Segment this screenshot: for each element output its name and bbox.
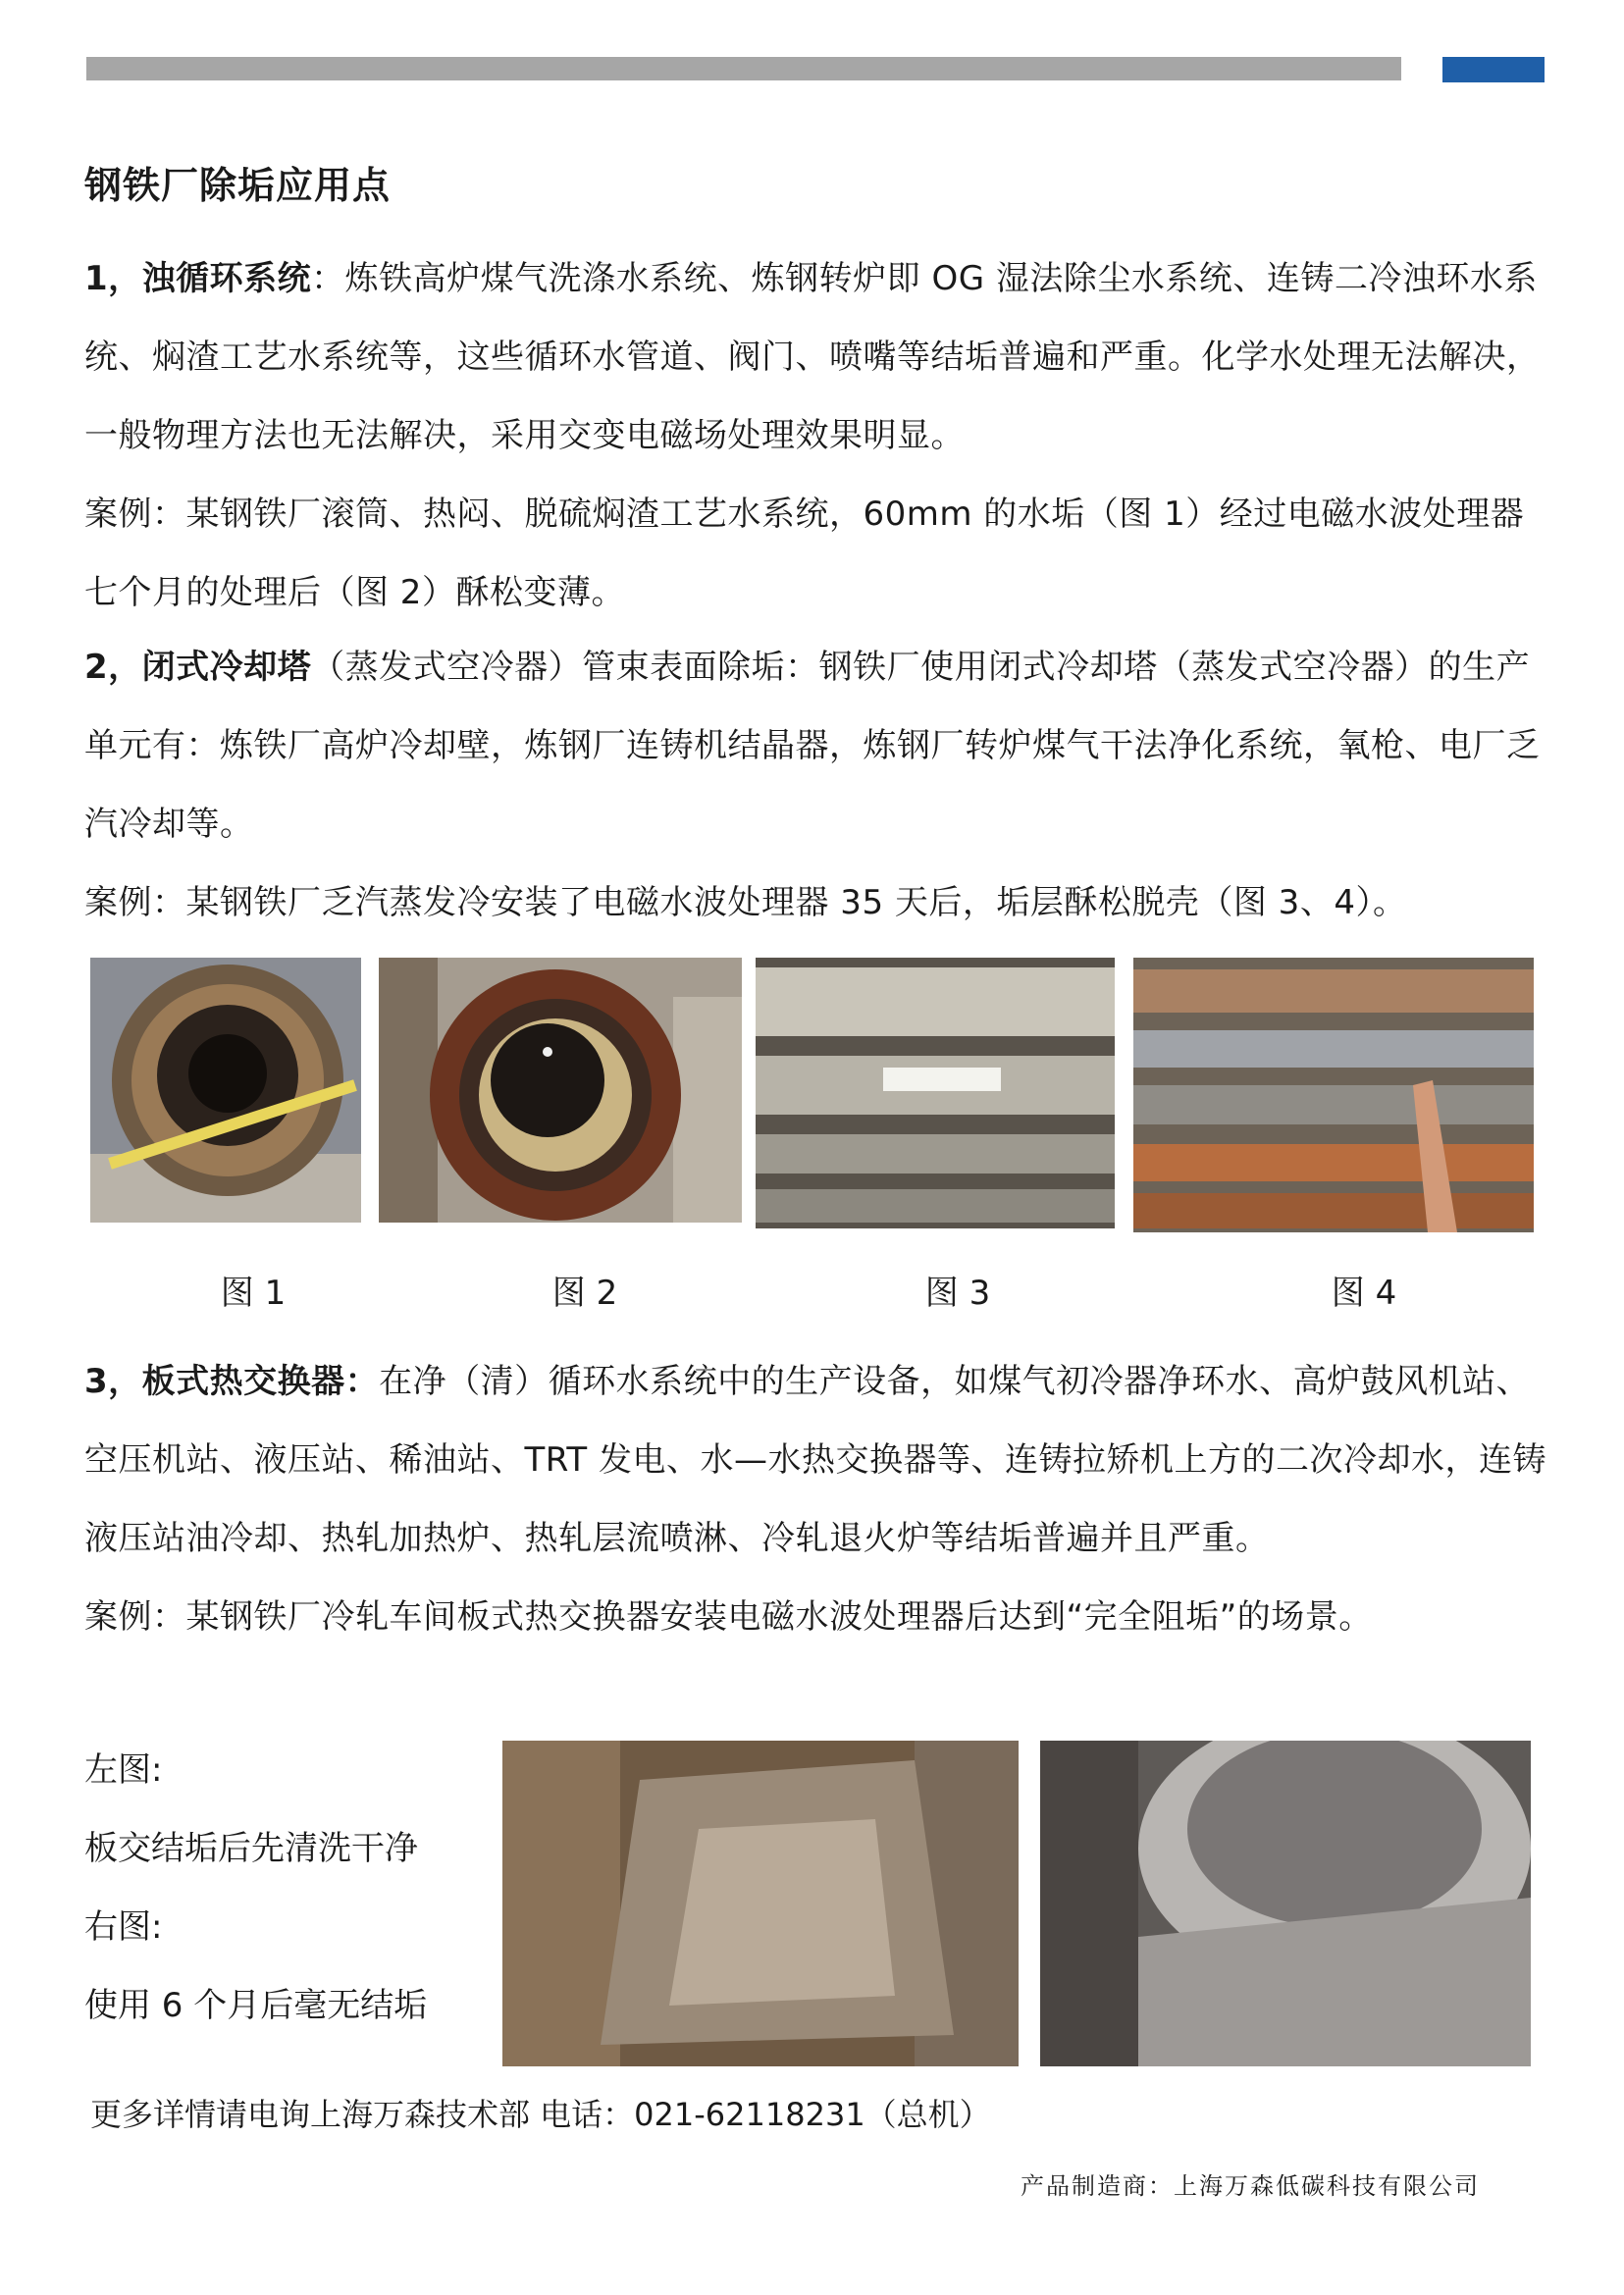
section-1-body: ：炼铁高炉煤气洗涤水系统、炼钢转炉即 OG 湿法除尘水系统、连铸二冷浊环水系统、焖渣工艺水系统等，这些循环水管道、阀门、喷嘴等结垢普遍和严重。化学水处理无法解决，一般物理方法也无法解决，采用交变电磁场处理效果明显。 — [84, 259, 1541, 455]
left-image-desc: 板交结垢后先清洗干净 — [84, 1829, 418, 1868]
section-1 — [84, 239, 1556, 632]
figure-4-caption: 图 4 — [1331, 1274, 1397, 1313]
plate-notes — [84, 1731, 427, 2045]
right-image-label: 右图: — [84, 1907, 163, 1947]
right-image-desc: 使用 6 个月后毫无结垢 — [84, 1986, 428, 2025]
figure-2-photo — [379, 958, 742, 1223]
figure-3-caption: 图 3 — [924, 1274, 991, 1313]
header-accent — [1442, 57, 1545, 82]
plate-exchanger-right-photo — [1040, 1741, 1531, 2066]
section-2-heading: 2，闭式冷却塔 — [84, 648, 312, 687]
section-2 — [84, 628, 1556, 942]
header-bar — [86, 57, 1401, 80]
section-3 — [84, 1342, 1556, 1656]
section-1-case: 案例：某钢铁厂滚筒、热闷、脱硫焖渣工艺水系统，60mm 的水垢（图 1）经过电磁水波处理器七个月的处理后（图 2）酥松变薄。 — [84, 495, 1525, 612]
left-image-label: 左图: — [84, 1750, 163, 1790]
manufacturer: 产品制造商：上海万森低碳科技有限公司 — [1021, 2172, 1480, 2200]
figure-1-caption: 图 1 — [220, 1274, 287, 1313]
section-1-heading: 1，浊循环系统 — [84, 259, 312, 298]
page-title: 钢铁厂除垢应用点 — [84, 164, 392, 207]
section-3-case: 案例：某钢铁厂冷轧车间板式热交换器安装电磁水波处理器后达到“完全阻垢”的场景。 — [84, 1597, 1373, 1637]
section-3-heading: 3，板式热交换器： — [84, 1362, 380, 1401]
figure-4-photo — [1133, 958, 1534, 1232]
section-3-body: 在净（清）循环水系统中的生产设备，如煤气初冷器净环水、高炉鼓风机站、空压机站、液压站、稀油站、TRT 发电、水—水热交换器等、连铸拉矫机上方的二次冷却水，连铸液压站油冷却、热轧加热炉、热轧层流喷淋、冷轧退火炉等结垢普遍并且严重。 — [84, 1362, 1546, 1558]
figure-1-photo — [90, 958, 361, 1223]
section-2-case: 案例：某钢铁厂乏汽蒸发冷安装了电磁水波处理器 35 天后，垢层酥松脱壳（图 3、4）。 — [84, 883, 1407, 922]
section-2-body: （蒸发式空冷器）管束表面除垢：钢铁厂使用闭式冷却塔（蒸发式空冷器）的生产单元有：炼铁厂高炉冷却壁，炼钢厂连铸机结晶器，炼钢厂转炉煤气干法净化系统，氧枪、电厂乏汽冷却等。 — [84, 648, 1541, 844]
figure-2-caption: 图 2 — [551, 1274, 618, 1313]
plate-exchanger-left-photo — [502, 1741, 1019, 2066]
figure-3-photo — [756, 958, 1115, 1228]
contact-line: 更多详情请电询上海万森技术部 电话：021-62118231（总机） — [90, 2096, 991, 2133]
